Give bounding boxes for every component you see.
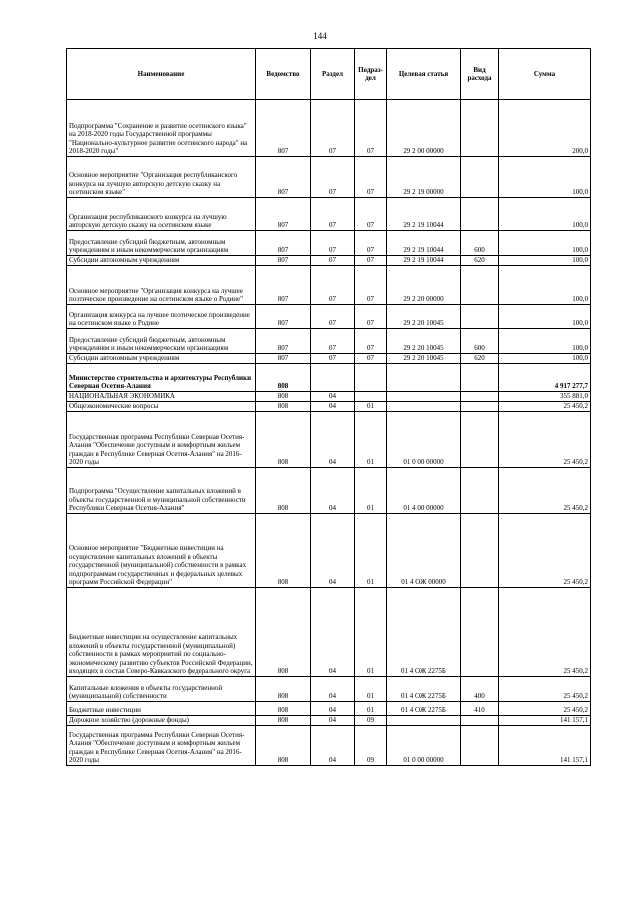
row-section: 07 — [311, 100, 355, 157]
row-section — [311, 364, 355, 392]
row-name: Дорожное хозяйство (дорожные фонды) — [67, 716, 256, 726]
row-section: 04 — [311, 412, 355, 468]
row-sum: 100,0 — [499, 305, 591, 329]
row-name: Основное мероприятие "Бюджетные инвестиции на осуществление капитальных вложений в объекты государственной (муниципальной) собственности в рамках подпрограммам государственных и федеральных целевых программ Российской Федерации" — [67, 514, 256, 588]
row-name: Основное мероприятие "Организация республиканского конкурса на лучшую авторскую детскую сказку на осетинском языке" — [67, 157, 256, 198]
row-name: Государственная программа Республики Северная Осетия-Алания "Обеспечение доступным и комфортным жильем граждан в Республике Северная Осетия-Алания" на 2016-2020 годы — [67, 726, 256, 766]
row-sum: 25 450,2 — [499, 402, 591, 412]
table-row — [67, 677, 591, 702]
row-target: 29 2 20 10045 — [387, 354, 461, 364]
row-exp-type — [461, 402, 499, 412]
table-row — [67, 702, 591, 716]
row-sum: 200,0 — [499, 100, 591, 157]
row-dept: 808 — [256, 588, 311, 677]
row-dept: 808 — [256, 364, 311, 392]
row-dept: 807 — [256, 157, 311, 198]
row-subsection: 01 — [355, 702, 387, 716]
header-section: Раздел — [311, 49, 355, 100]
row-sum: 25 450,2 — [499, 588, 591, 677]
row-section: 07 — [311, 305, 355, 329]
table-row — [67, 716, 591, 726]
budget-table — [66, 48, 591, 766]
row-subsection: 07 — [355, 198, 387, 231]
header-name: Наименование — [67, 49, 256, 100]
row-subsection: 01 — [355, 468, 387, 514]
row-target: 01 4 ОЖ 00000 — [387, 514, 461, 588]
row-exp-type — [461, 364, 499, 392]
table-row — [67, 354, 591, 364]
row-subsection: 07 — [355, 329, 387, 354]
header-target: Целевая статья — [387, 49, 461, 100]
row-target: 01 4 ОЖ 2275Б — [387, 702, 461, 716]
row-section: 07 — [311, 256, 355, 266]
row-exp-type — [461, 588, 499, 677]
row-section: 07 — [311, 266, 355, 305]
row-sum: 355 881,0 — [499, 392, 591, 402]
row-dept: 807 — [256, 100, 311, 157]
row-section: 04 — [311, 726, 355, 766]
row-subsection — [355, 392, 387, 402]
table-header-row — [67, 49, 591, 100]
row-sum: 25 450,2 — [499, 702, 591, 716]
page-number: 144 — [313, 31, 327, 41]
row-sum: 100,0 — [499, 157, 591, 198]
row-section: 04 — [311, 588, 355, 677]
row-exp-type — [461, 716, 499, 726]
row-target: 01 0 00 00000 — [387, 412, 461, 468]
row-exp-type — [461, 157, 499, 198]
table-row — [67, 256, 591, 266]
row-exp-type — [461, 514, 499, 588]
row-target: 29 2 20 10045 — [387, 329, 461, 354]
row-exp-type — [461, 305, 499, 329]
row-exp-type — [461, 726, 499, 766]
header-sum: Сумма — [499, 49, 591, 100]
row-target — [387, 364, 461, 392]
table-row — [67, 100, 591, 157]
row-dept: 807 — [256, 266, 311, 305]
row-subsection: 07 — [355, 100, 387, 157]
row-subsection: 07 — [355, 354, 387, 364]
row-name: Бюджетные инвестиции — [67, 702, 256, 716]
row-sum: 100,0 — [499, 354, 591, 364]
row-target: 29 2 20 00000 — [387, 266, 461, 305]
row-dept: 808 — [256, 468, 311, 514]
row-dept: 808 — [256, 514, 311, 588]
row-name: Субсидии автономным учреждениям — [67, 256, 256, 266]
row-subsection: 09 — [355, 716, 387, 726]
row-name: Организация конкурса на лучшее поэтическое произведение на осетинском языке о Родине — [67, 305, 256, 329]
row-subsection: 07 — [355, 266, 387, 305]
row-name: Министерство строительства и архитектуры Республики Северная Осетия-Алания — [67, 364, 256, 392]
row-subsection: 01 — [355, 412, 387, 468]
row-sum: 100,0 — [499, 256, 591, 266]
row-name: Предоставление субсидий бюджетным, автономным учреждениям и иным некоммерческим организациям — [67, 231, 256, 256]
row-dept: 808 — [256, 392, 311, 402]
row-target: 01 0 00 00000 — [387, 726, 461, 766]
row-section: 04 — [311, 514, 355, 588]
row-subsection: 09 — [355, 726, 387, 766]
row-subsection: 07 — [355, 157, 387, 198]
row-sum: 141 157,1 — [499, 726, 591, 766]
row-subsection — [355, 364, 387, 392]
row-subsection: 01 — [355, 677, 387, 702]
row-dept: 807 — [256, 231, 311, 256]
row-dept: 807 — [256, 256, 311, 266]
row-section: 04 — [311, 716, 355, 726]
table-row — [67, 726, 591, 766]
row-target: 29 2 19 00000 — [387, 157, 461, 198]
table-row — [67, 364, 591, 392]
row-section: 07 — [311, 198, 355, 231]
row-section: 04 — [311, 392, 355, 402]
row-name: Государственная программа Республики Северная Осетия-Алания "Обеспечение доступным и комфортным жильем граждан в Республике Северная Осетия-Алания" на 2016-2020 годы — [67, 412, 256, 468]
table-row — [67, 402, 591, 412]
table-row — [67, 157, 591, 198]
row-sum: 100,0 — [499, 329, 591, 354]
row-section: 04 — [311, 402, 355, 412]
row-target: 29 2 19 10044 — [387, 198, 461, 231]
table-row — [67, 329, 591, 354]
row-exp-type: 600 — [461, 231, 499, 256]
row-sum: 141 157,1 — [499, 716, 591, 726]
row-exp-type: 410 — [461, 702, 499, 716]
row-exp-type — [461, 412, 499, 468]
row-target: 01 4 ОЖ 2275Б — [387, 677, 461, 702]
row-dept: 808 — [256, 412, 311, 468]
row-sum: 100,0 — [499, 266, 591, 305]
row-section: 04 — [311, 468, 355, 514]
row-exp-type — [461, 100, 499, 157]
row-sum: 25 450,2 — [499, 677, 591, 702]
row-sum: 25 450,2 — [499, 412, 591, 468]
row-name: Подпрограмма "Осуществление капитальных вложений в объекты государственной и муниципальной собственности Республики Северная Осетия-Алания" — [67, 468, 256, 514]
row-sum: 25 450,2 — [499, 468, 591, 514]
row-target: 29 2 19 10044 — [387, 256, 461, 266]
table-row — [67, 392, 591, 402]
row-dept: 807 — [256, 305, 311, 329]
row-subsection: 01 — [355, 588, 387, 677]
row-sum: 25 450,2 — [499, 514, 591, 588]
row-name: Предоставление субсидий бюджетным, автономным учреждениям и иным некоммерческим организациям — [67, 329, 256, 354]
table-row — [67, 231, 591, 256]
row-subsection: 07 — [355, 256, 387, 266]
row-exp-type — [461, 468, 499, 514]
row-exp-type: 620 — [461, 354, 499, 364]
row-dept: 808 — [256, 677, 311, 702]
row-sum: 100,0 — [499, 198, 591, 231]
row-exp-type: 620 — [461, 256, 499, 266]
row-subsection: 01 — [355, 514, 387, 588]
row-name: Субсидии автономным учреждениям — [67, 354, 256, 364]
row-dept: 808 — [256, 716, 311, 726]
row-target: 29 2 20 10045 — [387, 305, 461, 329]
row-section: 04 — [311, 677, 355, 702]
table-row — [67, 588, 591, 677]
row-name: Подпрограмма "Сохранение и развитие осетинского языка" на 2018-2020 годы Государственной программы "Национально-культурное развитие осетинского народа" на 2018-2020 годы" — [67, 100, 256, 157]
row-subsection: 07 — [355, 305, 387, 329]
table-row — [67, 412, 591, 468]
row-target — [387, 716, 461, 726]
table-row — [67, 468, 591, 514]
row-dept: 808 — [256, 402, 311, 412]
row-exp-type — [461, 392, 499, 402]
row-name: Основное мероприятие "Организация конкурса на лучшее поэтическое произведение на осетинском языке о Родине" — [67, 266, 256, 305]
row-name: Общеэкономические вопросы — [67, 402, 256, 412]
row-exp-type: 600 — [461, 329, 499, 354]
table-row — [67, 266, 591, 305]
row-exp-type — [461, 198, 499, 231]
header-exp-type: Вид расхода — [461, 49, 499, 100]
row-section: 07 — [311, 231, 355, 256]
table-row — [67, 305, 591, 329]
table-row — [67, 198, 591, 231]
row-target: 29 2 00 00000 — [387, 100, 461, 157]
header-dept: Ведомство — [256, 49, 311, 100]
row-dept: 807 — [256, 354, 311, 364]
header-subsection: Подраз- дел — [355, 49, 387, 100]
row-section: 07 — [311, 354, 355, 364]
row-section: 07 — [311, 157, 355, 198]
row-target: 01 4 00 00000 — [387, 468, 461, 514]
table-body — [67, 100, 591, 766]
row-dept: 808 — [256, 726, 311, 766]
table-row — [67, 514, 591, 588]
row-name: НАЦИОНАЛЬНАЯ ЭКОНОМИКА — [67, 392, 256, 402]
row-section: 07 — [311, 329, 355, 354]
row-exp-type: 400 — [461, 677, 499, 702]
row-dept: 807 — [256, 198, 311, 231]
row-target — [387, 402, 461, 412]
row-subsection: 01 — [355, 402, 387, 412]
row-exp-type — [461, 266, 499, 305]
row-name: Капитальные вложения в объекты государственной (муниципальной) собственности — [67, 677, 256, 702]
row-sum: 4 917 277,7 — [499, 364, 591, 392]
row-dept: 808 — [256, 702, 311, 716]
row-section: 04 — [311, 702, 355, 716]
row-subsection: 07 — [355, 231, 387, 256]
row-name: Организация республиканского конкурса на лучшую авторскую детскую сказку на осетинском языке — [67, 198, 256, 231]
row-dept: 807 — [256, 329, 311, 354]
row-target — [387, 392, 461, 402]
row-name: Бюджетные инвестиции на осуществление капитальных вложений в объекты государственной (муниципальной) собственности в рамках мероприятий по социально-экономическому развитию субъектов Российской Федерации, входящих в состав Северо-Кавказского федерального округа — [67, 588, 256, 677]
row-target: 29 2 19 10044 — [387, 231, 461, 256]
row-sum: 100,0 — [499, 231, 591, 256]
row-target: 01 4 ОЖ 2275Б — [387, 588, 461, 677]
